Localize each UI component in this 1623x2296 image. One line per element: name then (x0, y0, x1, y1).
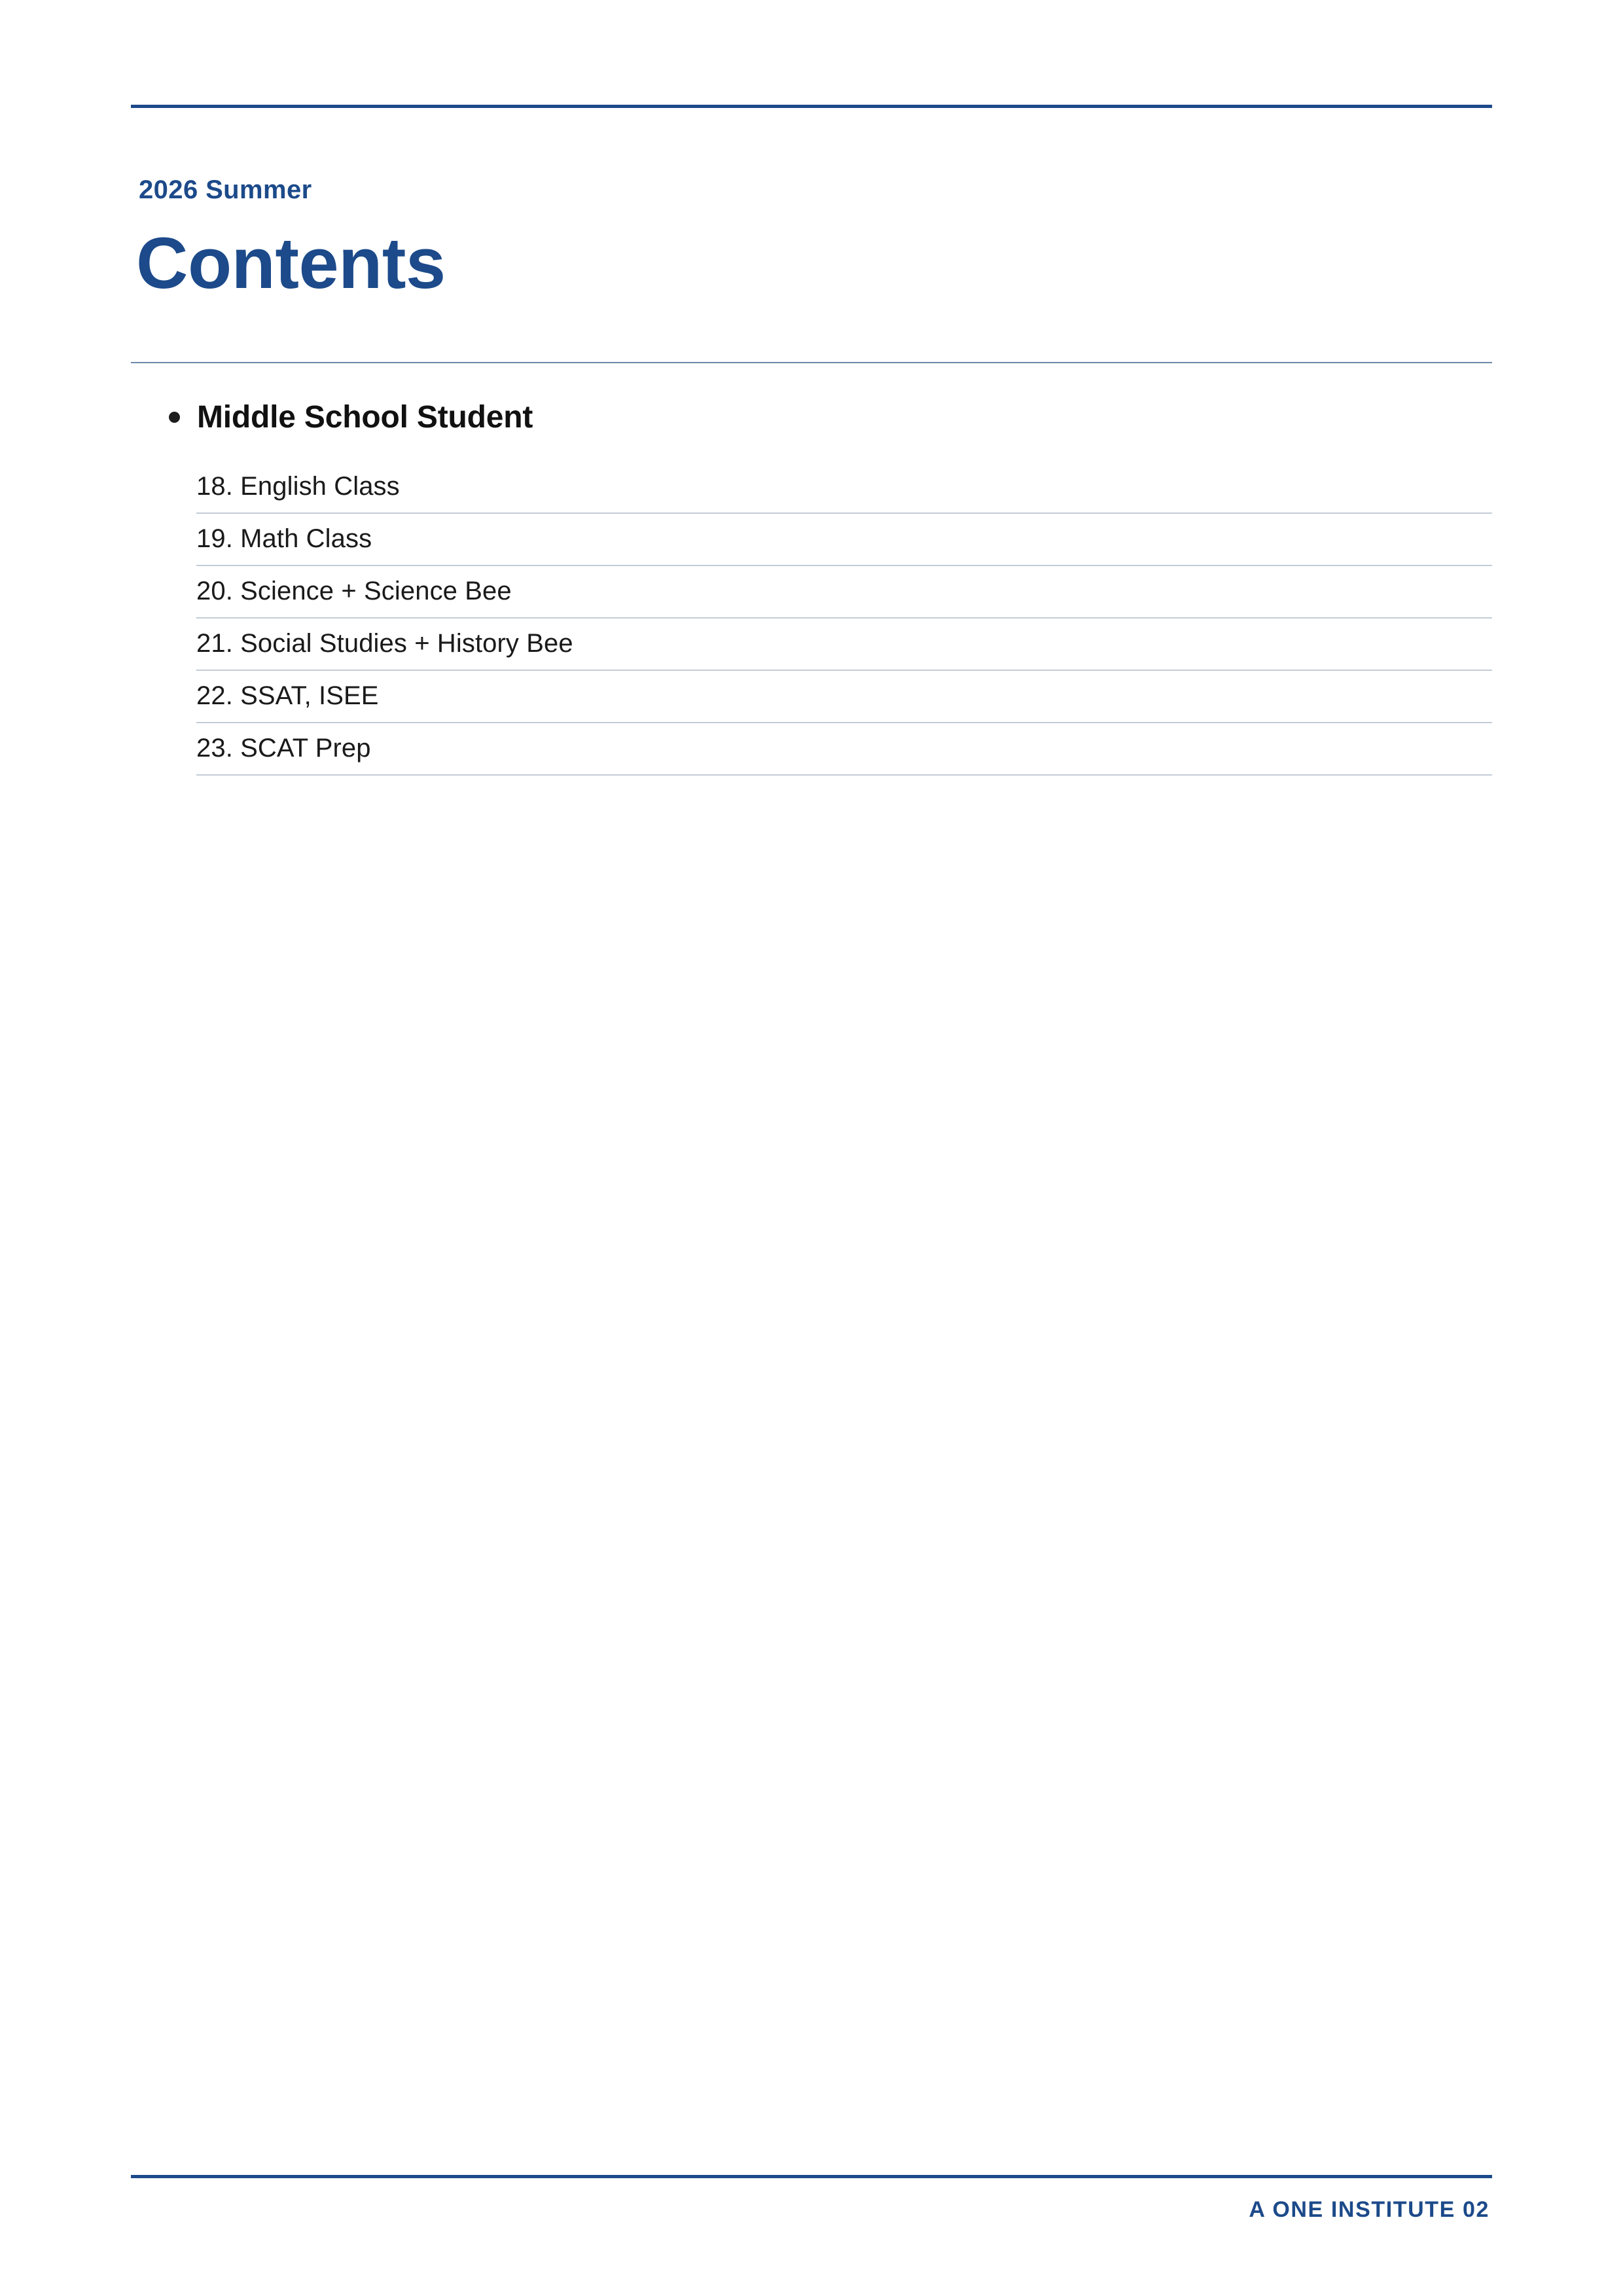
header-top-rule (131, 105, 1492, 108)
footer-rule (131, 2175, 1492, 2178)
list-item[interactable]: 19. Math Class (196, 514, 1492, 566)
list-item[interactable]: 18. English Class (196, 461, 1492, 514)
list-item[interactable]: 23. SCAT Prep (196, 723, 1492, 776)
list-item[interactable]: 21. Social Studies + History Bee (196, 619, 1492, 671)
footer-label: A ONE INSTITUTE 02 (1249, 2197, 1489, 2222)
contents-section (131, 399, 1492, 776)
list-item[interactable]: 22. SSAT, ISEE (196, 671, 1492, 723)
list-item[interactable]: 20. Science + Science Bee (196, 566, 1492, 619)
page-title: Contents (136, 223, 446, 304)
toc-list (131, 461, 1492, 776)
section-title: Middle School Student (197, 400, 533, 435)
page-content (131, 0, 1492, 2296)
page-eyebrow: 2026 Summer (139, 175, 312, 204)
title-divider (131, 362, 1492, 363)
section-header (131, 399, 1492, 435)
bullet-icon (169, 412, 180, 423)
